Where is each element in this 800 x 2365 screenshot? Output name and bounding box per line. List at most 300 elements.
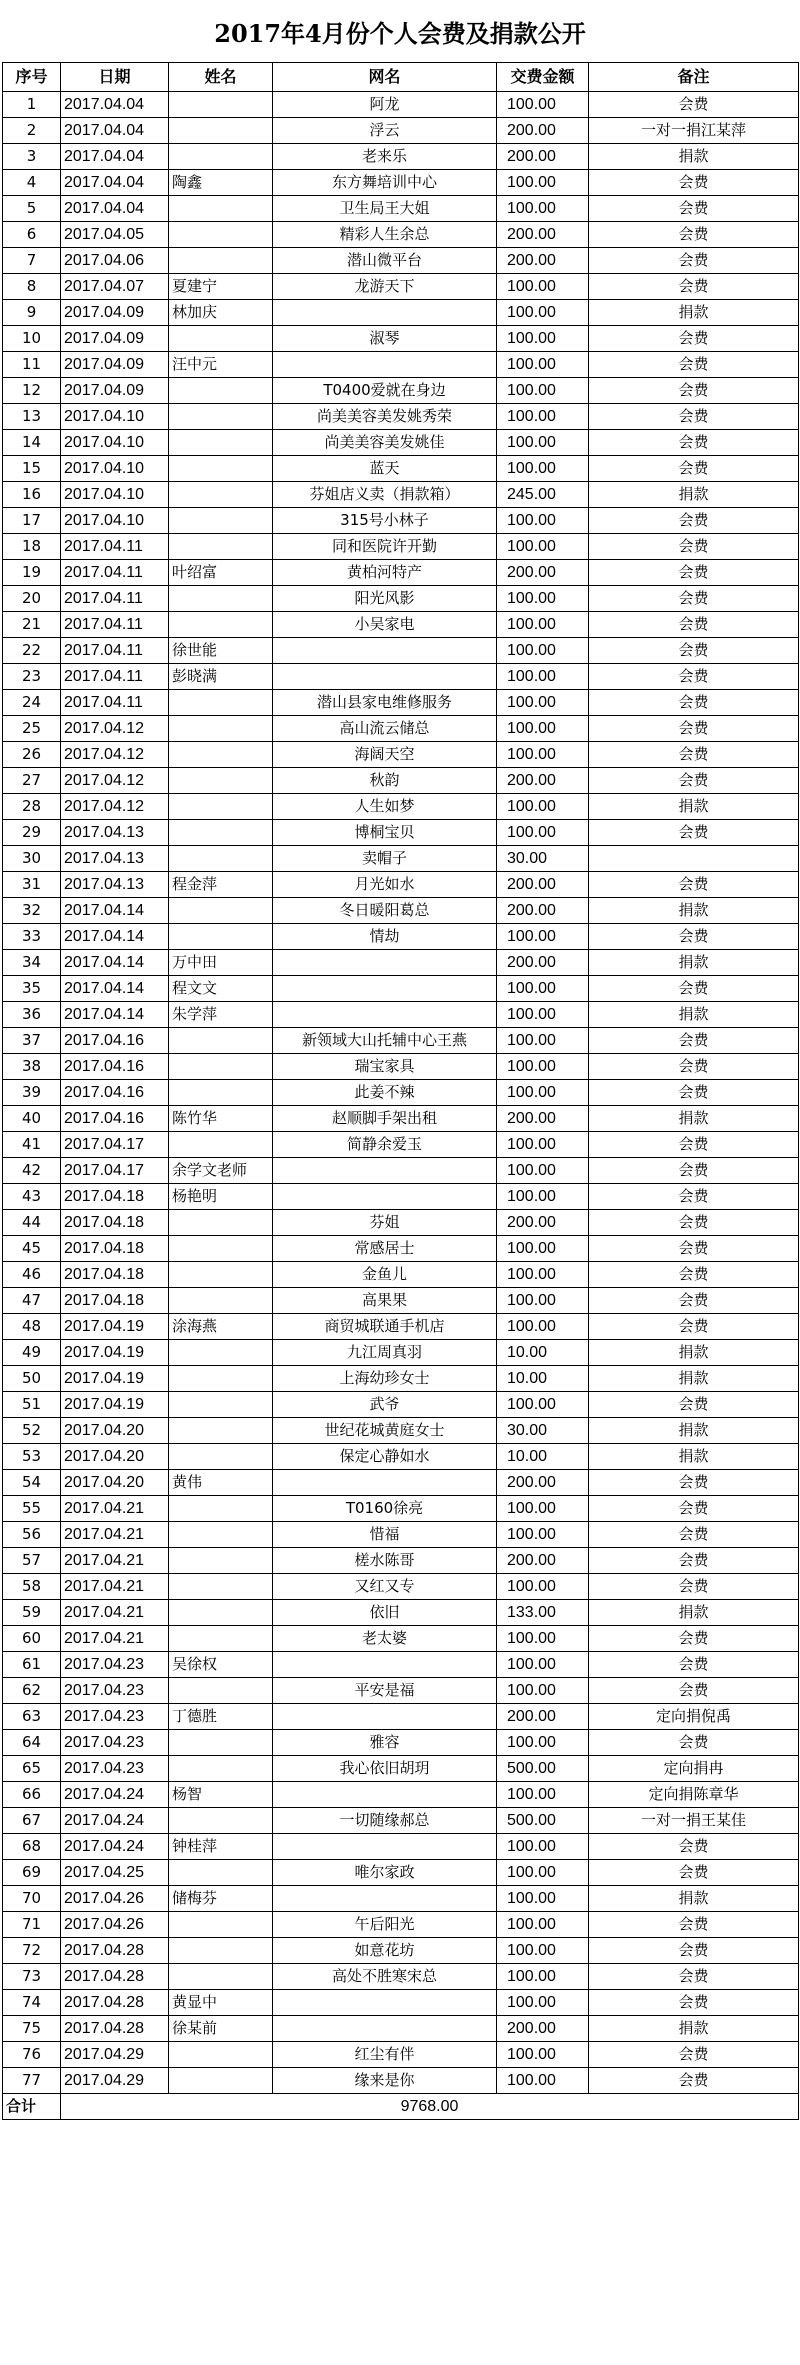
row-number: 58 (3, 1574, 61, 1600)
header-no: 序号 (3, 63, 61, 92)
total-amount: 9768.00 (61, 2094, 799, 2120)
row-amount: 100.00 (497, 690, 589, 716)
row-name (169, 1860, 273, 1886)
table-row (3, 1054, 799, 1080)
row-note: 捐款 (589, 794, 799, 820)
row-name: 余学文老师 (169, 1158, 273, 1184)
row-number: 1 (3, 92, 61, 118)
table-row (3, 248, 799, 274)
row-date: 2017.04.04 (61, 196, 169, 222)
row-number: 61 (3, 1652, 61, 1678)
row-note: 会费 (589, 248, 799, 274)
row-net-name: 如意花坊 (273, 1938, 497, 1964)
row-date: 2017.04.23 (61, 1756, 169, 1782)
row-number: 76 (3, 2042, 61, 2068)
row-note: 定向捐陈章华 (589, 1782, 799, 1808)
row-number: 57 (3, 1548, 61, 1574)
row-note: 会费 (589, 196, 799, 222)
row-date: 2017.04.20 (61, 1444, 169, 1470)
row-date: 2017.04.24 (61, 1834, 169, 1860)
row-note: 会费 (589, 534, 799, 560)
row-net-name (273, 638, 497, 664)
row-net-name (273, 1704, 497, 1730)
table-row (3, 560, 799, 586)
row-name: 黄显中 (169, 1990, 273, 2016)
row-number: 24 (3, 690, 61, 716)
table-row (3, 1080, 799, 1106)
row-amount: 100.00 (497, 378, 589, 404)
row-amount: 100.00 (497, 664, 589, 690)
row-name: 程文文 (169, 976, 273, 1002)
row-name (169, 716, 273, 742)
row-name (169, 1366, 273, 1392)
row-net-name: 瑞宝家具 (273, 1054, 497, 1080)
row-name (169, 1600, 273, 1626)
row-amount: 100.00 (497, 2068, 589, 2094)
table-row (3, 1210, 799, 1236)
row-date: 2017.04.14 (61, 976, 169, 1002)
row-number: 23 (3, 664, 61, 690)
row-name: 汪中元 (169, 352, 273, 378)
table-row (3, 976, 799, 1002)
row-amount: 100.00 (497, 326, 589, 352)
row-amount: 100.00 (497, 1834, 589, 1860)
row-net-name: T0400爱就在身边 (273, 378, 497, 404)
row-net-name: 同和医院许开勤 (273, 534, 497, 560)
row-name: 徐某前 (169, 2016, 273, 2042)
table-row (3, 1418, 799, 1444)
table-row (3, 1132, 799, 1158)
table-row (3, 430, 799, 456)
row-name: 陈竹华 (169, 1106, 273, 1132)
row-date: 2017.04.09 (61, 326, 169, 352)
row-amount: 10.00 (497, 1366, 589, 1392)
row-number: 45 (3, 1236, 61, 1262)
row-note: 会费 (589, 1990, 799, 2016)
table-row (3, 1834, 799, 1860)
row-amount: 100.00 (497, 352, 589, 378)
row-amount: 100.00 (497, 1860, 589, 1886)
row-number: 65 (3, 1756, 61, 1782)
row-note: 会费 (589, 1652, 799, 1678)
row-number: 16 (3, 482, 61, 508)
header-name: 姓名 (169, 63, 273, 92)
row-amount: 100.00 (497, 1054, 589, 1080)
row-amount: 100.00 (497, 638, 589, 664)
table-row (3, 1314, 799, 1340)
row-name: 程金萍 (169, 872, 273, 898)
row-name: 徐世能 (169, 638, 273, 664)
row-number: 9 (3, 300, 61, 326)
row-note: 会费 (589, 326, 799, 352)
row-net-name (273, 1184, 497, 1210)
row-amount: 10.00 (497, 1444, 589, 1470)
row-note: 会费 (589, 872, 799, 898)
row-amount: 100.00 (497, 2042, 589, 2068)
row-number: 36 (3, 1002, 61, 1028)
row-net-name: 此姜不辣 (273, 1080, 497, 1106)
row-amount: 100.00 (497, 586, 589, 612)
row-date: 2017.04.19 (61, 1340, 169, 1366)
row-number: 25 (3, 716, 61, 742)
table-row (3, 1366, 799, 1392)
row-number: 53 (3, 1444, 61, 1470)
row-date: 2017.04.18 (61, 1262, 169, 1288)
row-name: 钟桂萍 (169, 1834, 273, 1860)
row-amount: 200.00 (497, 1106, 589, 1132)
table-row (3, 1028, 799, 1054)
row-number: 18 (3, 534, 61, 560)
row-note: 定向捐冉 (589, 1756, 799, 1782)
row-net-name: 简静余爱玉 (273, 1132, 497, 1158)
table-row (3, 1574, 799, 1600)
row-amount: 100.00 (497, 1912, 589, 1938)
row-amount: 100.00 (497, 1574, 589, 1600)
row-date: 2017.04.18 (61, 1236, 169, 1262)
row-net-name: 尚美美容美发姚秀荣 (273, 404, 497, 430)
row-date: 2017.04.17 (61, 1132, 169, 1158)
row-note: 会费 (589, 1236, 799, 1262)
row-number: 49 (3, 1340, 61, 1366)
row-net-name (273, 1002, 497, 1028)
row-date: 2017.04.17 (61, 1158, 169, 1184)
row-name (169, 1626, 273, 1652)
table-row (3, 1886, 799, 1912)
row-net-name: 冬日暖阳葛总 (273, 898, 497, 924)
row-note: 会费 (589, 430, 799, 456)
row-number: 7 (3, 248, 61, 274)
row-date: 2017.04.21 (61, 1548, 169, 1574)
row-amount: 100.00 (497, 1288, 589, 1314)
row-number: 59 (3, 1600, 61, 1626)
row-net-name: 高果果 (273, 1288, 497, 1314)
row-date: 2017.04.24 (61, 1808, 169, 1834)
row-date: 2017.04.14 (61, 924, 169, 950)
table-row (3, 508, 799, 534)
row-number: 47 (3, 1288, 61, 1314)
row-note: 会费 (589, 742, 799, 768)
row-note (589, 846, 799, 872)
row-note: 会费 (589, 222, 799, 248)
row-number: 26 (3, 742, 61, 768)
row-number: 52 (3, 1418, 61, 1444)
row-date: 2017.04.23 (61, 1678, 169, 1704)
table-row (3, 1548, 799, 1574)
row-net-name: 阿龙 (273, 92, 497, 118)
row-number: 72 (3, 1938, 61, 1964)
row-name: 黄伟 (169, 1470, 273, 1496)
row-note: 捐款 (589, 1002, 799, 1028)
row-amount: 200.00 (497, 898, 589, 924)
row-amount: 100.00 (497, 1184, 589, 1210)
row-date: 2017.04.11 (61, 612, 169, 638)
row-net-name (273, 300, 497, 326)
row-date: 2017.04.13 (61, 846, 169, 872)
row-number: 8 (3, 274, 61, 300)
row-number: 60 (3, 1626, 61, 1652)
row-amount: 200.00 (497, 118, 589, 144)
row-number: 39 (3, 1080, 61, 1106)
row-net-name (273, 352, 497, 378)
row-number: 11 (3, 352, 61, 378)
row-net-name: 红尘有伴 (273, 2042, 497, 2068)
table-row (3, 1938, 799, 1964)
row-note: 会费 (589, 2042, 799, 2068)
row-note: 捐款 (589, 1366, 799, 1392)
row-amount: 100.00 (497, 430, 589, 456)
table-row (3, 222, 799, 248)
row-amount: 100.00 (497, 456, 589, 482)
table-row (3, 586, 799, 612)
table-row (3, 2042, 799, 2068)
row-number: 40 (3, 1106, 61, 1132)
header-row (3, 63, 799, 92)
row-number: 2 (3, 118, 61, 144)
row-name (169, 690, 273, 716)
table-row (3, 950, 799, 976)
row-note: 会费 (589, 1574, 799, 1600)
row-note: 捐款 (589, 1106, 799, 1132)
row-name (169, 378, 273, 404)
row-date: 2017.04.28 (61, 1964, 169, 1990)
header-amount: 交费金额 (497, 63, 589, 92)
table-row (3, 1704, 799, 1730)
header-net-name: 网名 (273, 63, 497, 92)
row-name (169, 1522, 273, 1548)
table-row (3, 1808, 799, 1834)
row-note: 会费 (589, 1548, 799, 1574)
row-date: 2017.04.28 (61, 1990, 169, 2016)
row-date: 2017.04.23 (61, 1652, 169, 1678)
row-net-name: 上海幼珍女士 (273, 1366, 497, 1392)
row-date: 2017.04.05 (61, 222, 169, 248)
row-name (169, 742, 273, 768)
row-name (169, 2042, 273, 2068)
row-number: 30 (3, 846, 61, 872)
row-date: 2017.04.26 (61, 1886, 169, 1912)
row-date: 2017.04.19 (61, 1366, 169, 1392)
row-name (169, 534, 273, 560)
table-row (3, 794, 799, 820)
row-date: 2017.04.11 (61, 638, 169, 664)
table-row (3, 274, 799, 300)
table-row (3, 118, 799, 144)
table-row (3, 1262, 799, 1288)
table-row (3, 742, 799, 768)
row-date: 2017.04.16 (61, 1028, 169, 1054)
row-date: 2017.04.04 (61, 170, 169, 196)
row-name (169, 196, 273, 222)
row-number: 43 (3, 1184, 61, 1210)
row-name (169, 846, 273, 872)
row-number: 27 (3, 768, 61, 794)
row-net-name (273, 1158, 497, 1184)
row-name (169, 144, 273, 170)
table-row (3, 664, 799, 690)
row-note: 捐款 (589, 950, 799, 976)
row-net-name: 尚美美容美发姚佳 (273, 430, 497, 456)
row-number: 33 (3, 924, 61, 950)
row-date: 2017.04.09 (61, 300, 169, 326)
row-date: 2017.04.06 (61, 248, 169, 274)
row-amount: 200.00 (497, 1548, 589, 1574)
row-amount: 100.00 (497, 1990, 589, 2016)
table-row (3, 1340, 799, 1366)
row-date: 2017.04.14 (61, 898, 169, 924)
row-number: 31 (3, 872, 61, 898)
row-name: 朱学萍 (169, 1002, 273, 1028)
table-row (3, 820, 799, 846)
row-name: 丁德胜 (169, 1704, 273, 1730)
table-row (3, 1860, 799, 1886)
row-note: 定向捐倪禹 (589, 1704, 799, 1730)
row-name (169, 1054, 273, 1080)
row-note: 会费 (589, 1262, 799, 1288)
row-net-name: 潜山县家电维修服务 (273, 690, 497, 716)
row-name (169, 430, 273, 456)
row-date: 2017.04.12 (61, 716, 169, 742)
row-name: 吴徐权 (169, 1652, 273, 1678)
row-name (169, 456, 273, 482)
row-number: 12 (3, 378, 61, 404)
row-note: 捐款 (589, 144, 799, 170)
table-row (3, 92, 799, 118)
row-amount: 500.00 (497, 1808, 589, 1834)
row-number: 10 (3, 326, 61, 352)
table-row (3, 924, 799, 950)
row-note: 会费 (589, 508, 799, 534)
row-note: 一对一捐江某萍 (589, 118, 799, 144)
row-note: 会费 (589, 1054, 799, 1080)
row-amount: 100.00 (497, 716, 589, 742)
row-name: 杨艳明 (169, 1184, 273, 1210)
table-row (3, 612, 799, 638)
row-net-name: 芬姐店义卖（捐款箱） (273, 482, 497, 508)
row-net-name: 缘来是你 (273, 2068, 497, 2094)
row-amount: 100.00 (497, 196, 589, 222)
row-amount: 100.00 (497, 1678, 589, 1704)
row-note: 会费 (589, 664, 799, 690)
table-row (3, 378, 799, 404)
table-row (3, 1626, 799, 1652)
row-name: 杨智 (169, 1782, 273, 1808)
row-amount: 100.00 (497, 1314, 589, 1340)
row-number: 5 (3, 196, 61, 222)
row-note: 捐款 (589, 1886, 799, 1912)
row-amount: 200.00 (497, 1210, 589, 1236)
row-note: 会费 (589, 716, 799, 742)
row-note: 捐款 (589, 2016, 799, 2042)
row-net-name (273, 664, 497, 690)
row-date: 2017.04.12 (61, 768, 169, 794)
row-name: 彭晓满 (169, 664, 273, 690)
row-amount: 100.00 (497, 1158, 589, 1184)
row-amount: 200.00 (497, 768, 589, 794)
table-row (3, 482, 799, 508)
row-date: 2017.04.04 (61, 118, 169, 144)
row-number: 34 (3, 950, 61, 976)
row-date: 2017.04.12 (61, 794, 169, 820)
row-name: 涂海燕 (169, 1314, 273, 1340)
row-note: 会费 (589, 1210, 799, 1236)
row-net-name: 卫生局王大姐 (273, 196, 497, 222)
row-amount: 30.00 (497, 846, 589, 872)
row-net-name: 秋韵 (273, 768, 497, 794)
row-net-name: 商贸城联通手机店 (273, 1314, 497, 1340)
row-amount: 100.00 (497, 92, 589, 118)
row-number: 64 (3, 1730, 61, 1756)
row-name (169, 768, 273, 794)
row-net-name (273, 1782, 497, 1808)
row-name (169, 1444, 273, 1470)
row-amount: 245.00 (497, 482, 589, 508)
table-row (3, 196, 799, 222)
row-note: 会费 (589, 1496, 799, 1522)
row-amount: 100.00 (497, 1626, 589, 1652)
row-name (169, 924, 273, 950)
row-number: 46 (3, 1262, 61, 1288)
row-number: 48 (3, 1314, 61, 1340)
row-net-name: 赵顺脚手架出租 (273, 1106, 497, 1132)
row-name (169, 820, 273, 846)
row-date: 2017.04.18 (61, 1288, 169, 1314)
row-net-name: 惜福 (273, 1522, 497, 1548)
row-note: 会费 (589, 2068, 799, 2094)
row-number: 22 (3, 638, 61, 664)
row-number: 3 (3, 144, 61, 170)
table-row (3, 1470, 799, 1496)
row-amount: 100.00 (497, 1782, 589, 1808)
row-net-name: 海阔天空 (273, 742, 497, 768)
row-net-name (273, 1652, 497, 1678)
row-date: 2017.04.10 (61, 404, 169, 430)
row-amount: 30.00 (497, 1418, 589, 1444)
table-row (3, 1496, 799, 1522)
row-net-name: 新领域大山托辅中心王燕 (273, 1028, 497, 1054)
row-amount: 200.00 (497, 560, 589, 586)
row-number: 74 (3, 1990, 61, 2016)
row-net-name: 黄柏河特产 (273, 560, 497, 586)
table-row (3, 1782, 799, 1808)
table-row (3, 1392, 799, 1418)
row-date: 2017.04.10 (61, 508, 169, 534)
row-date: 2017.04.11 (61, 560, 169, 586)
row-note: 会费 (589, 456, 799, 482)
row-net-name: 依旧 (273, 1600, 497, 1626)
row-name: 储梅芬 (169, 1886, 273, 1912)
row-date: 2017.04.13 (61, 820, 169, 846)
row-name (169, 1574, 273, 1600)
row-note: 会费 (589, 1028, 799, 1054)
row-name: 林加庆 (169, 300, 273, 326)
row-net-name (273, 1470, 497, 1496)
row-note: 会费 (589, 1184, 799, 1210)
row-number: 56 (3, 1522, 61, 1548)
row-name (169, 1340, 273, 1366)
row-date: 2017.04.04 (61, 144, 169, 170)
row-net-name: 博桐宝贝 (273, 820, 497, 846)
row-net-name: 龙游天下 (273, 274, 497, 300)
row-name: 陶鑫 (169, 170, 273, 196)
row-note: 会费 (589, 1470, 799, 1496)
row-number: 55 (3, 1496, 61, 1522)
row-number: 70 (3, 1886, 61, 1912)
row-net-name: 平安是福 (273, 1678, 497, 1704)
row-net-name: 精彩人生余总 (273, 222, 497, 248)
row-number: 15 (3, 456, 61, 482)
table-row (3, 846, 799, 872)
row-name (169, 1132, 273, 1158)
